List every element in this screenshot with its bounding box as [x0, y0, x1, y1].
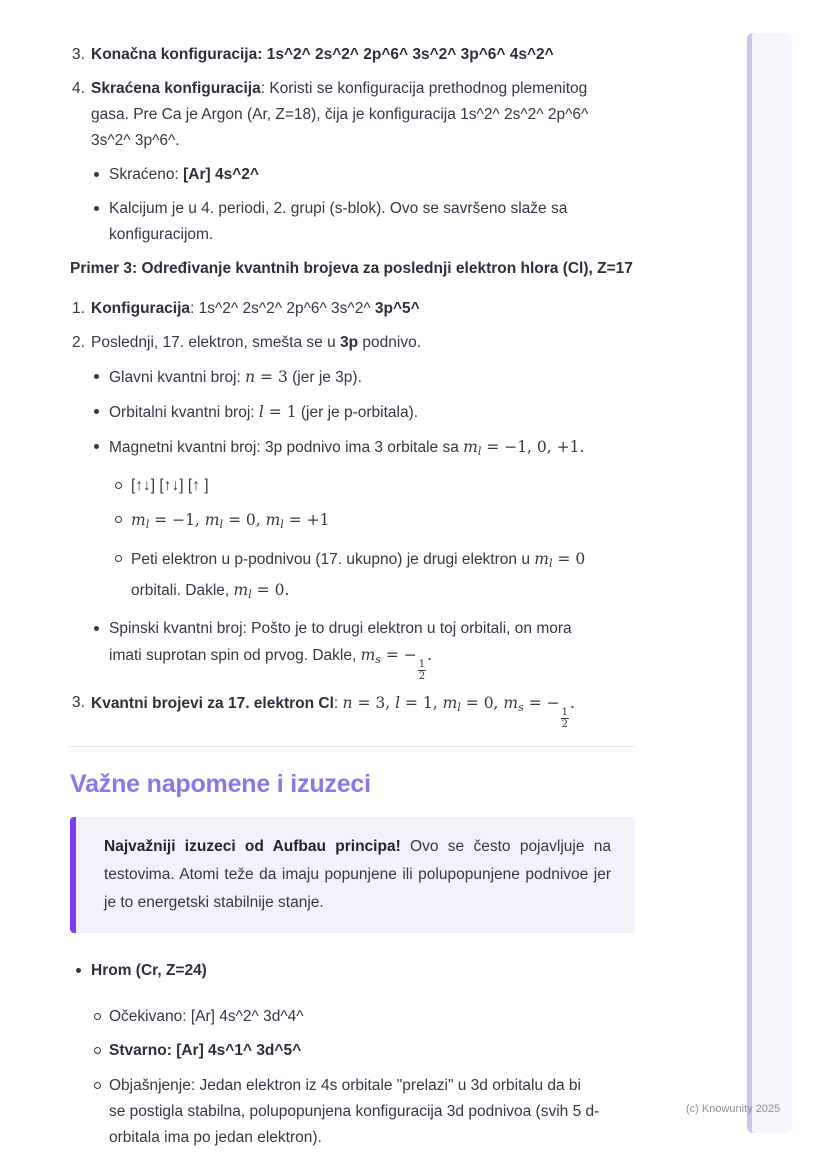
bullet-item-kalcijum [94, 196, 635, 248]
bullet-text: Hrom (Cr, Z=24) [91, 962, 207, 979]
sub-bullet-stvarno [94, 1038, 635, 1064]
bullet-text: Glavni kvantni broj: n = 3 (jer je 3p). [109, 368, 362, 386]
hollow-bullet-icon [115, 507, 131, 538]
sub-bullet-ml-values [115, 507, 635, 538]
bullet-icon [94, 434, 109, 465]
bullet-item-spinski-kvantni-broj [94, 616, 635, 682]
list-item-kvantni-brojevi [70, 690, 635, 730]
sub-bullet-text: Stvarno: [Ar] 4s^1^ 3d^5^ [109, 1042, 302, 1059]
bullet-item-glavni-kvantni-broj [94, 364, 635, 391]
bullet-icon [94, 399, 109, 426]
bullet-icon [76, 958, 91, 984]
copyright-watermark: (c) Knowunity 2025 [686, 1103, 781, 1115]
bullet-item-orbitalni-kvantni-broj [94, 399, 635, 426]
section-divider [70, 746, 635, 747]
list-item-text: Konfiguracija: 1s^2^ 2s^2^ 2p^6^ 3s^2^ 3p^5^ [91, 300, 420, 317]
right-page-edge-strip [747, 33, 792, 1133]
bullet-text: Skraćeno: [Ar] 4s^2^ [109, 166, 259, 183]
hollow-bullet-icon [94, 1073, 109, 1151]
list-number: 3. [72, 694, 85, 711]
list-number: 2. [72, 334, 85, 351]
primer-3-heading: Primer 3: Određivanje kvantnih brojeva za poslednji elektron hlora (Cl), Z=17 [70, 260, 633, 277]
sub-bullet-peti-elektron [115, 546, 635, 608]
list-item-skracena-konfiguracija [70, 76, 635, 154]
bullet-icon [94, 162, 109, 188]
list-item-text: Konačna konfiguracija: 1s^2^ 2s^2^ 2p^6^ 3s^2^ 3p^6^ 4s^2^ [91, 46, 554, 63]
list-item-konfiguracija [70, 296, 635, 322]
section-heading: Važne napomene i izuzeci [70, 770, 371, 798]
hollow-bullet-icon [115, 546, 131, 608]
bullet-item-hrom [76, 958, 635, 984]
callout-aufbau-exceptions: Najvažniji izuzeci od Aufbau principa! Ovo se često pojavljuje na testovima. Atomi teže da imaju popunjene ili polupopunjene podnivoe jer je to energetski stabilnije stanje. [70, 817, 635, 933]
bullet-icon [94, 196, 109, 248]
sub-bullet-text: [↑↓] [↑↓] [↑ ] [131, 477, 209, 494]
list-item-konacna-konfiguracija [70, 42, 635, 68]
list-number: 1. [72, 300, 85, 317]
list-number: 3. [72, 46, 85, 63]
hollow-bullet-icon [94, 1004, 109, 1030]
sub-bullet-text: ml = −1, ml = 0, ml = +1 [131, 511, 330, 531]
bullet-icon [94, 364, 109, 391]
list-item-text: Poslednji, 17. elektron, smešta se u 3p podnivo. [91, 334, 422, 351]
list-number: 4. [72, 80, 85, 97]
bullet-text: Magnetni kvantni broj: 3p podnivo ima 3 orbitale sa ml = −1, 0, +1. [109, 438, 585, 458]
hollow-bullet-icon [94, 1038, 109, 1064]
document-content [70, 42, 635, 1159]
bullet-item-magnetni-kvantni-broj [94, 434, 635, 465]
bullet-text: Kalcijum je u 4. periodi, 2. grupi (s-blok). Ovo se savršeno slaže sa konfiguracijom. [109, 200, 568, 243]
bullet-icon [94, 616, 109, 682]
sub-bullet-text: Peti elektron u p-podnivou (17. ukupno) je drugi elektron u ml = 0 orbitali. Dakle, ml = 0. [131, 550, 586, 601]
sub-bullet-objasnjenje [94, 1073, 635, 1151]
sub-bullet-orbital-boxes [115, 473, 635, 499]
sub-bullet-text: Objašnjenje: Jedan elektron iz 4s orbitale "prelazi" u 3d orbitalu da bi se postigla stabilna, polupopunjena konfiguracija 3d podnivoa (svih 5 d- orbitala ima po jedan elektron). [109, 1077, 600, 1146]
hollow-bullet-icon [115, 473, 131, 499]
sub-bullet-text: Očekivano: [Ar] 4s^2^ 3d^4^ [109, 1008, 304, 1025]
sub-bullet-ocekivano [94, 1004, 635, 1030]
list-item-text: Kvantni brojevi za 17. elektron Cl: n = 3, l = 1, ml = 0, ms = − $\frac{1}{2}$ . [91, 694, 575, 730]
list-item-text: Skraćena konfiguracija: Koristi se konfiguracija prethodnog plemenitog gasa. Pre Ca je Argon (Ar, Z=18), čija je konfiguracija 1s^2^ 2s^2^ 2p^6^ 3s^2^ 3p^6^. [91, 80, 589, 149]
bullet-text: Orbitalni kvantni broj: l = 1 (jer je p-orbitala). [109, 403, 419, 421]
list-item-poslednji-elektron [70, 330, 635, 356]
bullet-item-skraceno [94, 162, 635, 188]
bullet-text: Spinski kvantni broj: Pošto je to drugi elektron u toj orbitali, on mora imati suprotan spin od prvog. Dakle, ms = − $\frac{1}{2}$ . [109, 620, 572, 682]
